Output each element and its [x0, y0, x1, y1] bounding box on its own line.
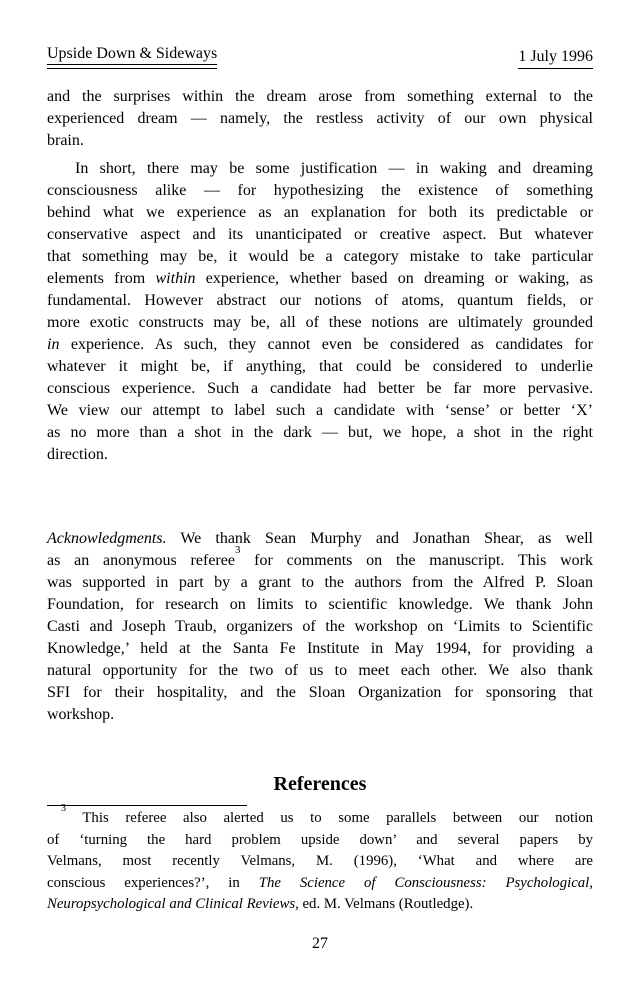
text-line: [47, 86, 593, 108]
text-line: [47, 130, 593, 152]
text-segment: was supported in part by a grant to the authors from the Alfred P. Sloan: [47, 574, 593, 591]
text-segment: SFI for their hospitality, and the Sloan Organization for sponsoring that: [47, 684, 593, 701]
text-segment: conservative aspect and its unanticipated or creative aspect. But whatever: [47, 226, 593, 243]
text-line: [47, 312, 593, 334]
paragraph-in-short: [47, 158, 593, 466]
running-header: [47, 45, 593, 69]
text-segment: The Science of Consciousness: Psychological,: [258, 874, 593, 891]
text-segment: conscious experience. Such a candidate had better be far more pervasive.: [47, 380, 593, 397]
footnote-marker: 3: [61, 802, 67, 814]
text-segment: that something may be, it would be a category mistake to take particular: [47, 248, 593, 265]
text-line: [47, 356, 593, 378]
header-title-underline: [47, 45, 217, 69]
text-segment: and the surprises within the dream arose from something external to the: [47, 88, 593, 105]
text-line: [47, 246, 593, 268]
text-segment: Acknowledgments.: [47, 530, 167, 547]
paragraph-acknowledgments: [47, 528, 593, 726]
text-segment: conscious experiences?’, in: [47, 874, 259, 891]
references-heading: References: [273, 773, 367, 795]
header-title: Upside Down & Sideways: [47, 45, 217, 65]
text-segment: in: [47, 336, 60, 353]
text-segment: brain.: [47, 132, 84, 149]
text-line: [47, 830, 593, 852]
text-segment: behind what we experience as an explanation for both its predictable or: [47, 204, 593, 221]
text-line: [47, 444, 593, 466]
text-line: [47, 400, 593, 422]
text-segment: elements from: [47, 270, 156, 287]
text-segment: Velmans, most recently Velmans, M. (1996), ‘What and where are: [47, 853, 593, 869]
text-segment: fundamental. However abstract our notions of atoms, quantum fields, or: [47, 292, 593, 309]
text-line: [47, 528, 593, 550]
text-line: [47, 180, 593, 202]
text-segment: more exotic constructs may be, all of these notions are ultimately grounded: [47, 314, 593, 331]
text-line: [47, 802, 593, 830]
text-segment: Knowledge,’ held at the Santa Fe Institute in May 1994, for providing a: [47, 640, 593, 657]
text-segment: We thank Sean Murphy and Jonathan Shear, as well: [166, 530, 593, 547]
text-segment: experience, whether based on dreaming or waking, as: [195, 270, 594, 287]
footnote: [47, 802, 593, 916]
text-line: [47, 572, 593, 594]
text-segment: consciousness alike — for hypothesizing the existence of something: [47, 182, 593, 199]
footnote-rule: [47, 805, 247, 806]
text-line: [47, 660, 593, 682]
text-line: [47, 616, 593, 638]
text-line: [47, 268, 593, 290]
text-segment: within: [155, 270, 196, 287]
text-segment: experience. As such, they cannot even be considered as candidates for: [59, 336, 593, 353]
text-line: [47, 594, 593, 616]
text-line: [47, 108, 593, 130]
text-line: [47, 851, 593, 873]
text-segment: for comments on the manuscript. This work: [240, 552, 593, 569]
text-line: [47, 158, 593, 180]
text-segment: as an anonymous referee: [47, 552, 235, 569]
text-segment: natural opportunity for the two of us to meet each other. We also thank: [47, 662, 593, 679]
text-line: [47, 290, 593, 312]
paragraph-continuation: [47, 86, 593, 152]
text-line: [47, 224, 593, 246]
text-segment: workshop.: [47, 706, 115, 723]
text-segment: We view our attempt to label such a candidate with ‘sense’ or better ‘X’: [47, 402, 593, 419]
text-segment: experienced dream — namely, the restless activity of our own physical: [47, 110, 593, 127]
text-column: [47, 86, 593, 916]
page-number: 27: [312, 935, 328, 952]
text-segment: ed. M. Velmans (Routledge).: [298, 896, 474, 912]
text-segment: This referee also alerted us to some parallels between our notion: [66, 810, 593, 826]
text-line: [47, 638, 593, 660]
text-segment: In short, there may be some justification — in waking and dreaming: [75, 160, 593, 177]
text-line: [47, 894, 593, 916]
text-segment: Foundation, for research on limits to scientific knowledge. We thank John: [47, 596, 593, 613]
text-segment: direction.: [47, 446, 108, 463]
text-segment: whatever it might be, if anything, that could be considered to underlie: [47, 358, 593, 375]
text-line: [47, 704, 593, 726]
text-line: [47, 422, 593, 444]
text-line: [47, 682, 593, 704]
text-line: [47, 334, 593, 356]
text-segment: of ‘turning the hard problem upside down’ and several papers by: [47, 831, 593, 848]
text-line: [47, 543, 593, 572]
text-line: [47, 202, 593, 224]
header-date: 1 July 1996: [518, 48, 593, 69]
text-line: [47, 873, 593, 895]
text-segment: as no more than a shot in the dark — but, we hope, a shot in the right: [47, 424, 593, 441]
text-line: [47, 378, 593, 400]
text-segment: Neuropsychological and Clinical Reviews,: [47, 896, 299, 912]
text-segment: Casti and Joseph Traub, organizers of the workshop on ‘Limits to Scientific: [47, 618, 593, 635]
footnote-marker: 3: [234, 543, 241, 556]
